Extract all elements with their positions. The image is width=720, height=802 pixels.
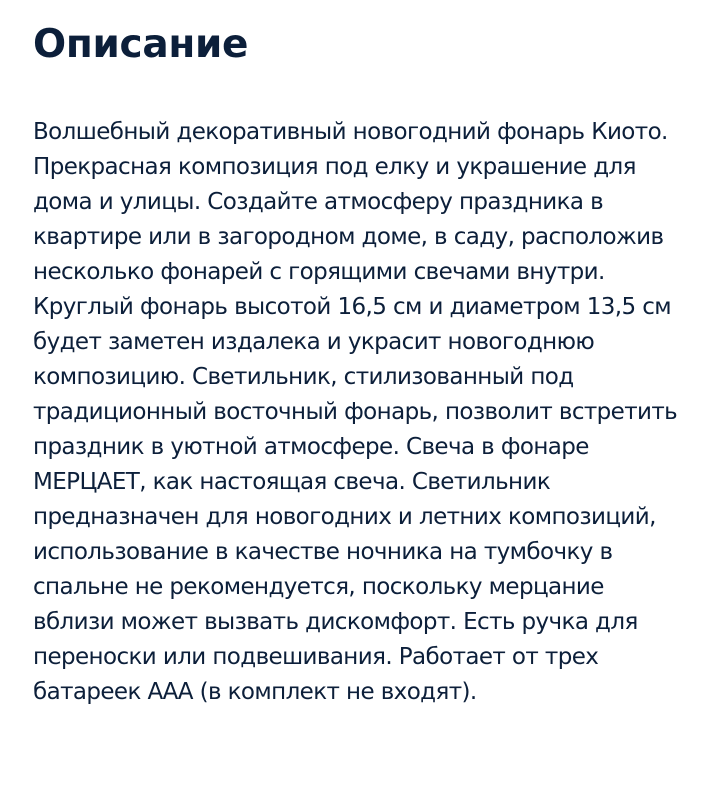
description-text: Волшебный декоративный новогодний фонарь Киото. Прекрасная композиция под елку и украшение для дома и улицы. Создайте атмосферу праздника в квартире или в загородном доме, в саду, расположив несколько фонарей с горящими свечами внутри. Круглый фонарь высотой 16,5 см и диаметром 13,5 см будет заметен издалека и украсит новогоднюю композицию. Светильник, стилизованный под традиционный восточный фонарь, позволит встретить праздник в уютной атмосфере. Свеча в фонаре МЕРЦАЕТ, как настоящая свеча. Светильник предназначен для новогодних и летних композиций, использование в качестве ночника на тумбочку в спальне не рекомендуется, поскольку мерцание вблизи может вызвать дискомфорт. Есть ручка для переноски или подвешивания. Работает от трех батареек ААА (в комплект не входят). — [33, 119, 678, 705]
section-title: Описание — [33, 22, 249, 67]
